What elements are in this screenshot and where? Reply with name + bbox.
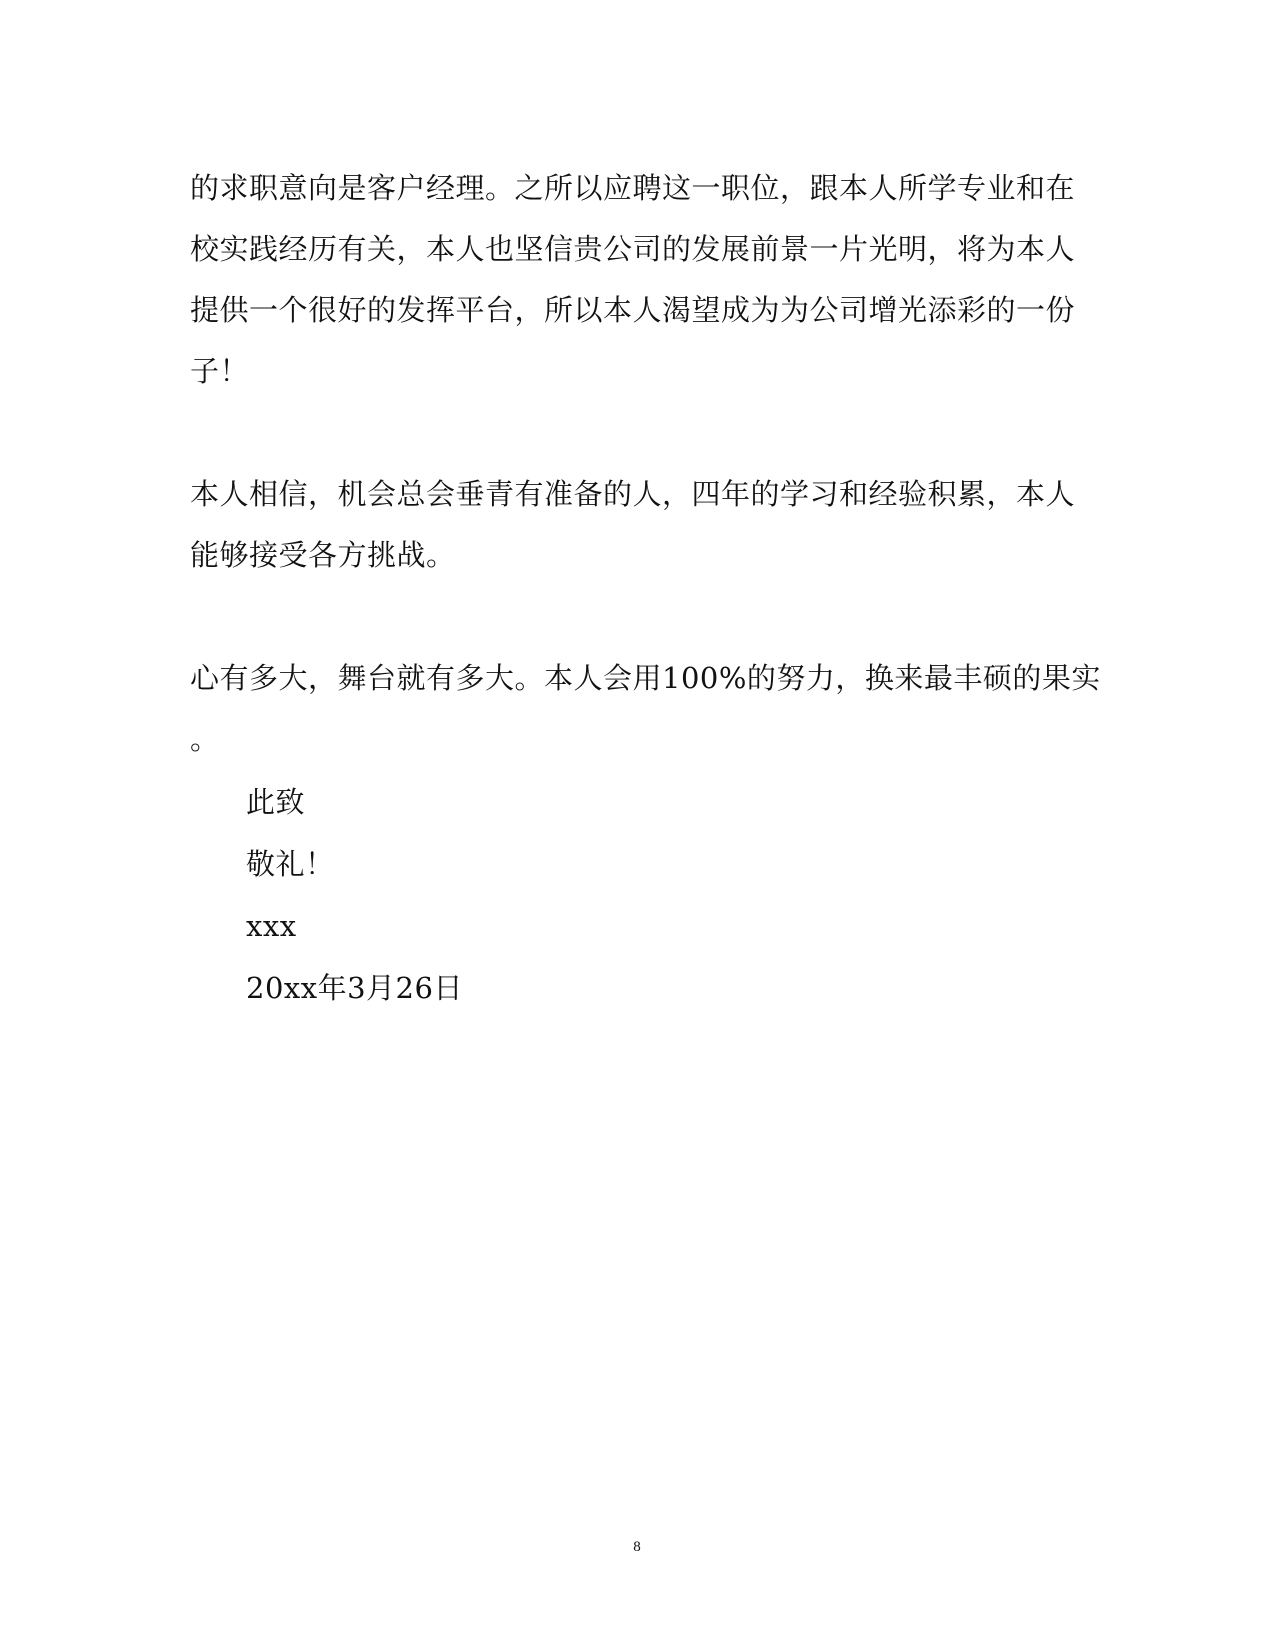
closing-salutation: 此致 (246, 785, 306, 819)
paragraph-3-line-2: 。 (190, 722, 220, 756)
closing-signature: xxx (246, 909, 297, 943)
closing-regards: 敬礼！ (246, 847, 335, 881)
paragraph-1-line-3: 提供一个很好的发挥平台，所以本人渴望成为为公司增光添彩的一份 (190, 293, 1076, 327)
paragraph-3-line-1: 心有多大，舞台就有多大。本人会用100%的努力，换来最丰硕的果实 (190, 661, 1101, 695)
closing-date: 20xx年3月26日 (246, 971, 463, 1005)
paragraph-1-line-2: 校实践经历有关，本人也坚信贵公司的发展前景一片光明，将为本人 (190, 232, 1076, 266)
paragraph-1-line-4: 子！ (190, 354, 250, 388)
page-number: 8 (633, 1539, 641, 1555)
paragraph-1-line-1: 的求职意向是客户经理。之所以应聘这一职位，跟本人所学专业和在 (190, 171, 1076, 205)
paragraph-2-line-2: 能够接受各方挑战。 (190, 538, 456, 572)
paragraph-2-line-1: 本人相信，机会总会垂青有准备的人，四年的学习和经验积累，本人 (190, 477, 1076, 511)
